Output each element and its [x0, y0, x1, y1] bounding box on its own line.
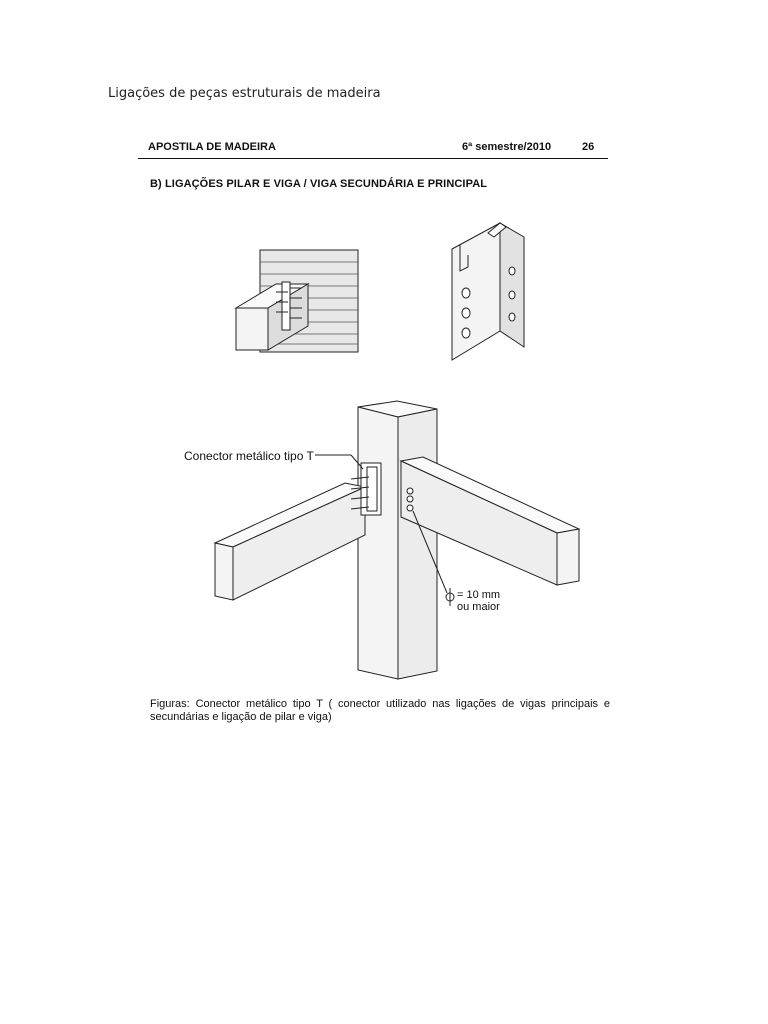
- header-divider: [138, 158, 608, 159]
- page-header: [148, 141, 606, 159]
- figure-caption: Figuras: Conector metálico tipo T ( conector utilizado nas ligações de vigas principais e secundárias e ligação de pilar e viga): [150, 698, 610, 723]
- header-semester: 6ª semestre/2010: [462, 141, 552, 153]
- connector-label: Conector metálico tipo T: [184, 449, 314, 463]
- diameter-note: ou maior: [457, 601, 500, 613]
- figure-column-beam-connection: [205, 395, 585, 685]
- diameter-label: [457, 589, 500, 613]
- diameter-value: = 10 mm: [457, 589, 501, 601]
- figure-beam-girder-connection: [230, 240, 370, 360]
- section-title: B) LIGAÇÕES PILAR E VIGA / VIGA SECUNDÁRIA E PRINCIPAL: [150, 178, 488, 190]
- header-title: APOSTILA DE MADEIRA: [148, 141, 276, 153]
- figure-t-connector-plate: [440, 215, 530, 365]
- header-page-number: 26: [582, 141, 595, 153]
- document-title: Ligações de peças estruturais de madeira: [108, 86, 381, 101]
